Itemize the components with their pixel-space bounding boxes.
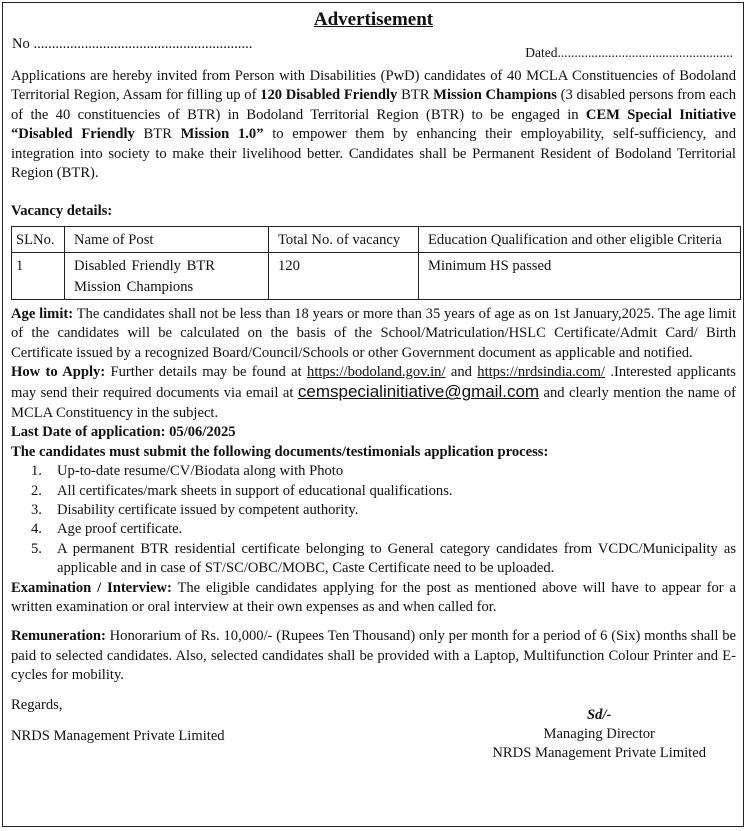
page-title: Advertisement bbox=[313, 9, 434, 30]
company-name-right: NRDS Management Private Limited bbox=[492, 745, 706, 762]
cell-vacancy: 120 bbox=[269, 252, 419, 299]
list-item-number: 2. bbox=[31, 482, 42, 499]
last-date: Last Date of application: 05/06/2025 bbox=[11, 424, 236, 441]
signed-mark: Sd/- bbox=[587, 706, 612, 723]
examination-label: Examination / Interview: bbox=[11, 579, 172, 596]
list-item-number: 3. bbox=[31, 501, 42, 518]
documents-list bbox=[11, 462, 736, 578]
remuneration-paragraph bbox=[11, 627, 736, 685]
apply-text-4: and clearly mention the name of MCLA Constituency in the subject. bbox=[11, 385, 737, 421]
list-item-text: A permanent BTR residential certificate belonging to General category candidates from VCDC/Municipality as applicable and in case of ST/SC/OBC/MOBC, Caste Certificate need to be uploaded. bbox=[57, 540, 736, 577]
cell-criteria: Minimum HS passed bbox=[419, 252, 741, 299]
table-row bbox=[12, 252, 741, 299]
header-slno: SLNo. bbox=[12, 226, 65, 252]
vacancy-details-label: Vacancy details: bbox=[11, 203, 113, 220]
list-item-number: 4. bbox=[31, 521, 42, 538]
list-item-text: Disability certificate issued by competent authority. bbox=[57, 501, 359, 518]
intro-text-2: BTR bbox=[397, 87, 434, 104]
how-to-apply-paragraph bbox=[11, 363, 736, 423]
list-item-number: 1. bbox=[31, 463, 42, 480]
intro-text-3: (3 disabled persons from each of the 40 constituencies of BTR) in Bodoland Territorial Region (BTR) to be engaged in bbox=[11, 87, 736, 123]
list-item-text: All certificates/mark sheets in support of educational qualifications. bbox=[57, 482, 453, 499]
examination-text: The eligible candidates applying for the post as mentioned above will have to appear for a written examination or oral interview at their own expenses as and when called for. bbox=[11, 579, 736, 615]
bodoland-website-link[interactable]: https://bodoland.gov.in/ bbox=[307, 364, 446, 381]
signatory bbox=[492, 706, 706, 764]
list-item bbox=[31, 540, 736, 579]
reference-number-line: No ............................................................ bbox=[12, 36, 253, 52]
list-item bbox=[31, 501, 736, 520]
dated-line: Dated.................................................... bbox=[525, 45, 733, 60]
cell-post-name: Disabled Friendly BTR Mission Champions bbox=[65, 252, 269, 299]
remuneration-label: Remuneration: bbox=[11, 628, 106, 645]
signature-block bbox=[11, 696, 736, 776]
table-header-row bbox=[12, 226, 741, 252]
regards-text: Regards, bbox=[11, 696, 63, 713]
header-criteria: Education Qualification and other eligible Criteria bbox=[419, 226, 741, 252]
age-limit-paragraph bbox=[11, 305, 736, 363]
apply-text-2: and bbox=[445, 364, 478, 381]
how-to-apply-label: How to Apply: bbox=[11, 364, 106, 381]
intro-bold-4: Mission 1.0” bbox=[180, 126, 264, 143]
intro-text-4: BTR bbox=[134, 126, 181, 143]
intro-text-5: to empower them by enhancing their employability, self-sufficiency, and integration into society to make their livelihood better. Candidates shall be Permanent Resident of Bodoland Territorial Region (BTR). bbox=[11, 126, 736, 182]
vacancy-table bbox=[11, 226, 741, 300]
intro-paragraph bbox=[11, 67, 736, 183]
intro-text-1: Applications are hereby invited from Person with Disabilities (PwD) candidates of 40 MCLA Constituencies of Bodoland Territorial Region, Assam for filling up of bbox=[11, 68, 736, 104]
email-link[interactable]: cemspecialinitiative@gmail.com bbox=[297, 382, 540, 402]
apply-text-3: .Interested applicants may send their required documents via email at bbox=[11, 364, 736, 402]
nrds-website-link[interactable]: https://nrdsindia.com/ bbox=[477, 364, 605, 381]
header-post-name: Name of Post bbox=[65, 226, 269, 252]
intro-bold-3: CEM Special Initiative “Disabled Friendly bbox=[11, 106, 736, 143]
documents-heading: The candidates must submit the following documents/testimonials application process: bbox=[11, 443, 549, 460]
examination-paragraph bbox=[11, 579, 736, 618]
list-item bbox=[31, 520, 736, 539]
remuneration-text: Honorarium of Rs. 10,000/- (Rupees Ten Thousand) only per month for a period of 6 (Six) months shall be paid to selected candidates. Also, selected candidates shall be provided with a Laptop, Multifunction Colour Printer and E-cycles for mobility. bbox=[11, 628, 736, 684]
list-item-text: Up-to-date resume/CV/Biodata along with Photo bbox=[57, 463, 344, 480]
list-item bbox=[31, 462, 736, 481]
list-item-text: Age proof certificate. bbox=[57, 521, 183, 538]
company-name-left: NRDS Management Private Limited bbox=[11, 727, 225, 744]
designation: Managing Director bbox=[543, 725, 655, 742]
apply-text-1: Further details may be found at bbox=[105, 364, 308, 381]
list-item-number: 5. bbox=[31, 540, 42, 557]
intro-bold-1: 120 Disabled Friendly bbox=[260, 87, 398, 104]
header-vacancy: Total No. of vacancy bbox=[269, 226, 419, 252]
cell-slno: 1 bbox=[12, 252, 65, 299]
age-limit-label: Age limit: bbox=[11, 305, 74, 322]
advertisement-page bbox=[2, 2, 744, 827]
age-limit-text: The candidates shall not be less than 18 years or more than 35 years of age as on 1st January,2025. The age limit of the candidates will be calculated on the basis of the School/Matriculation/HSLC Certificate/Admit Card/ Birth Certificate issued by a recognized Board/Council/Schools or other Government document as applicable and notified. bbox=[11, 305, 736, 361]
list-item bbox=[31, 482, 736, 501]
intro-bold-2: Mission Champions bbox=[433, 87, 557, 104]
